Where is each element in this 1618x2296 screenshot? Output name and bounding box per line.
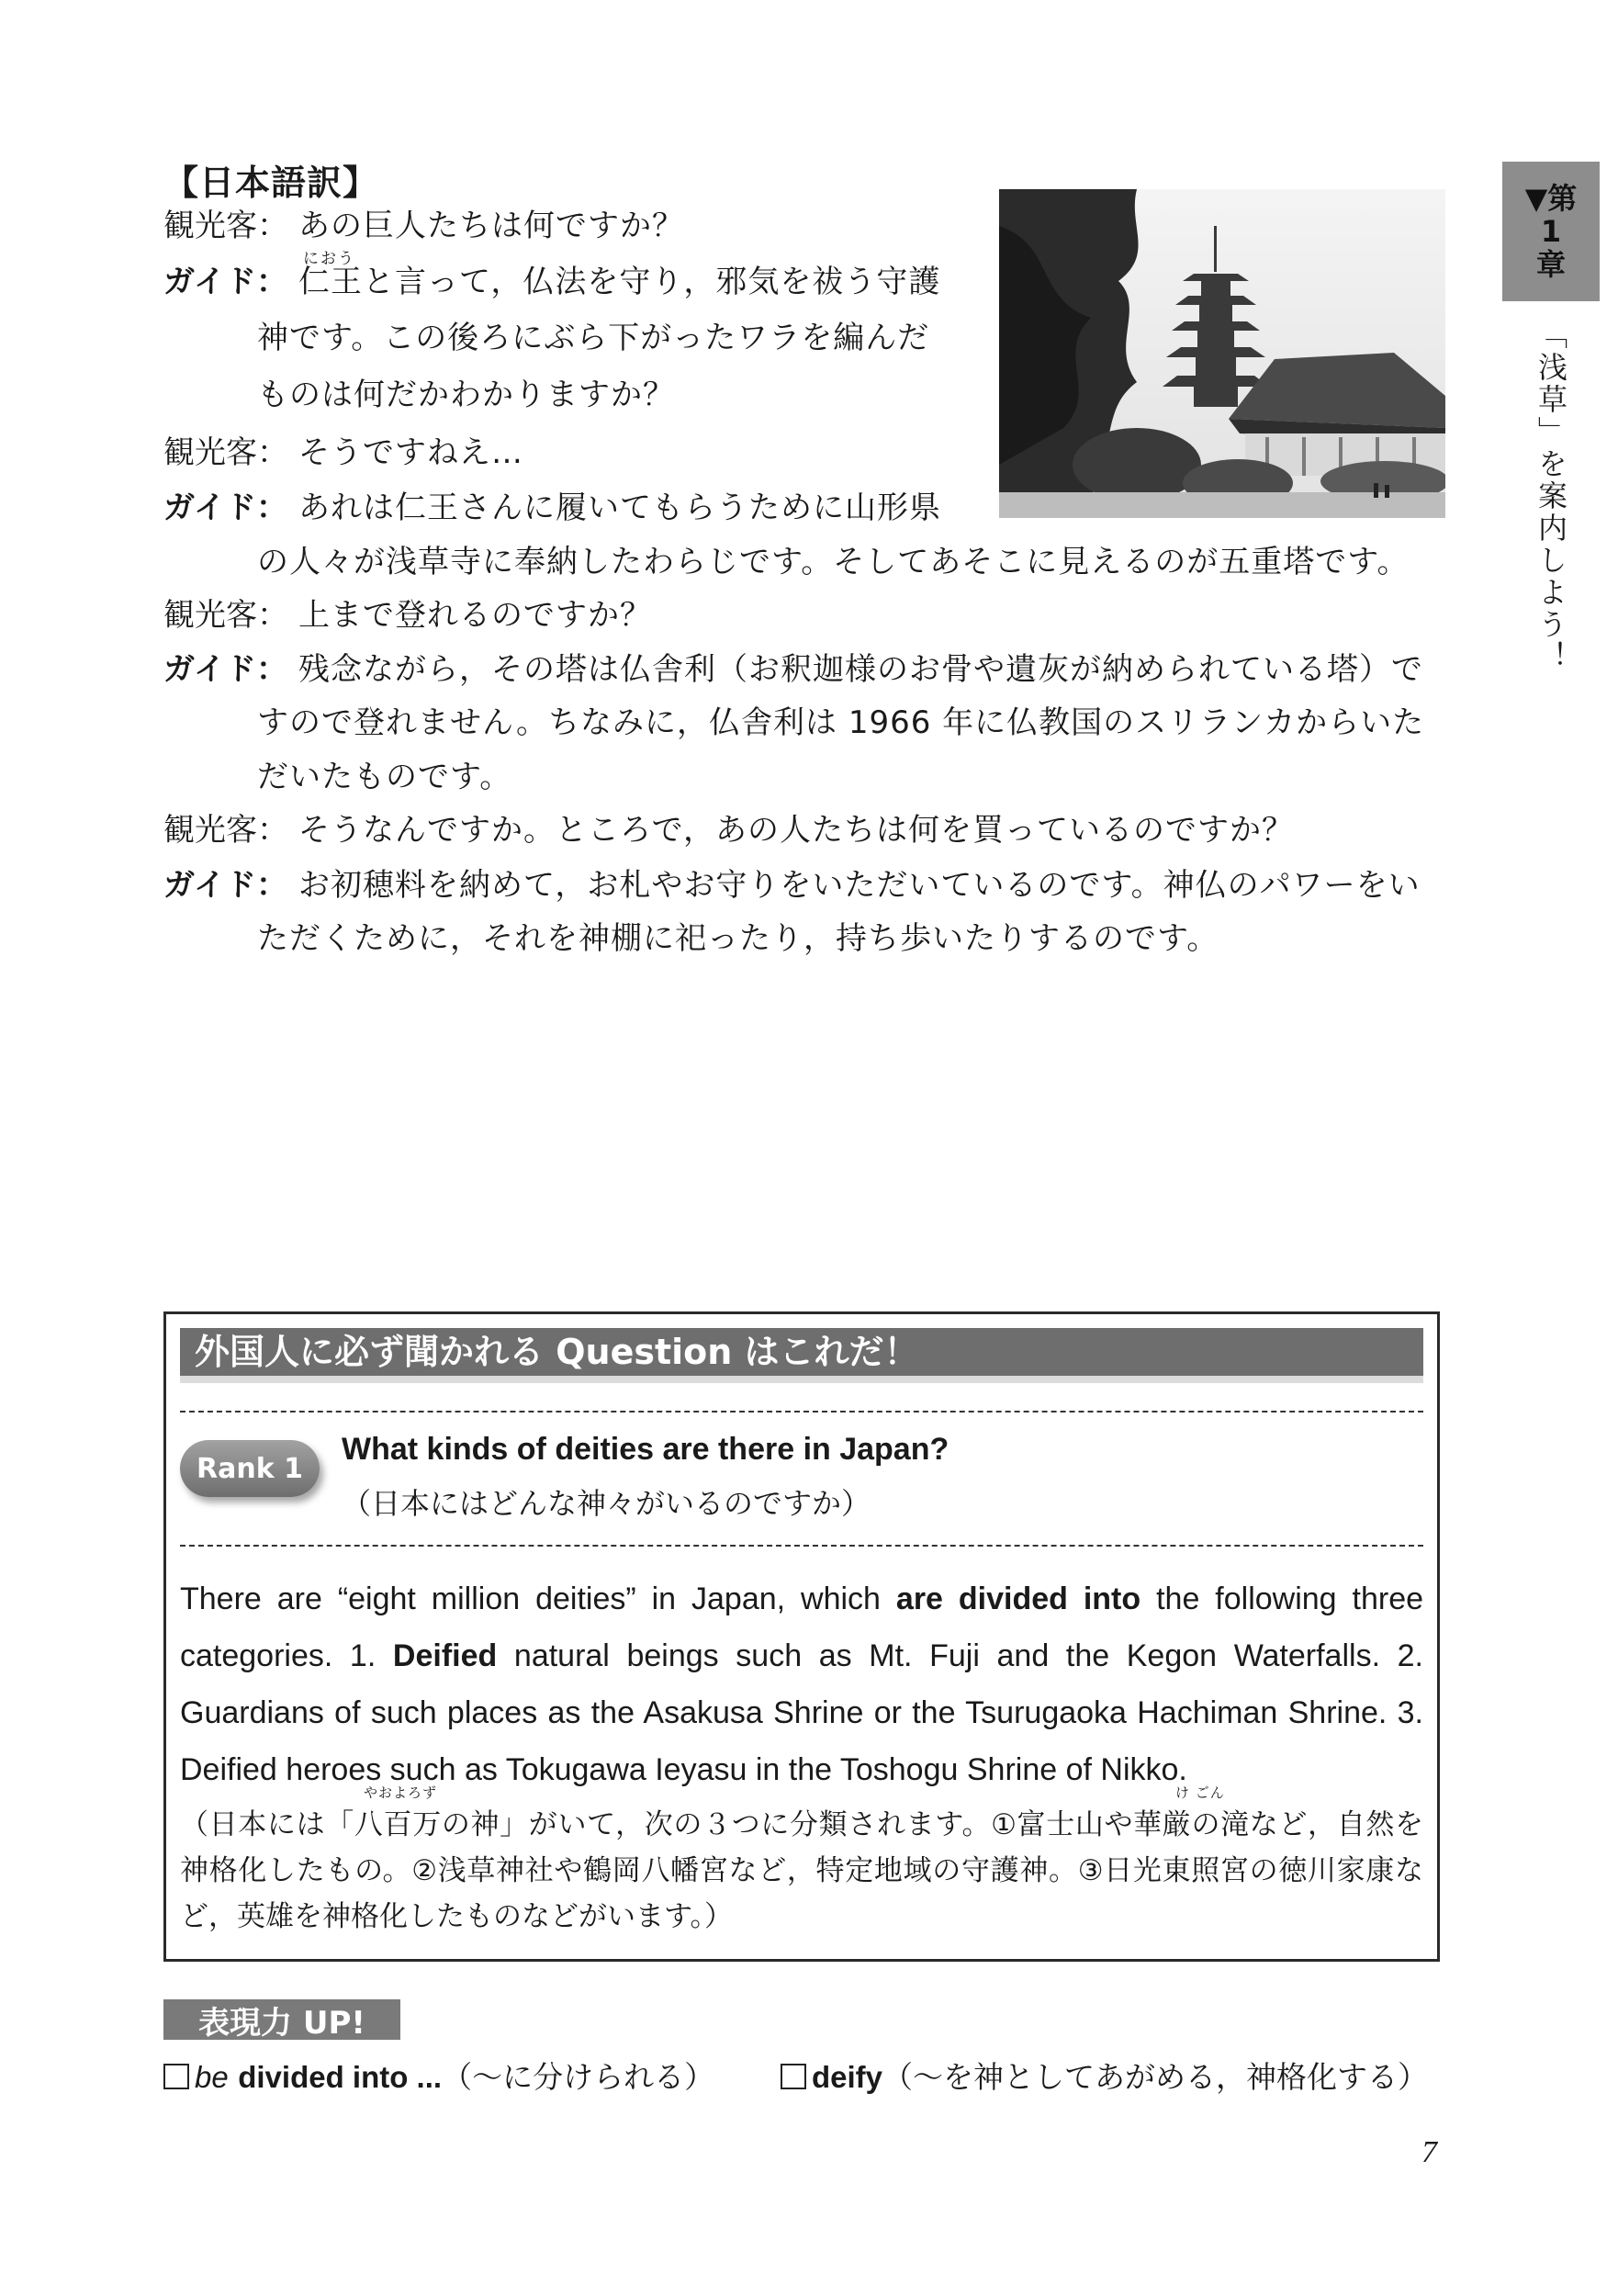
answer-keyphrase: are divided into bbox=[895, 1581, 1141, 1616]
question-japanese: （日本にはどんな神々がいるのですか） bbox=[342, 1486, 871, 1521]
chapter-tab-line: ▼第 bbox=[1524, 181, 1578, 216]
dialogue-line: ただくために，それを神棚に祀ったり，持ち歩いたりするのです。 bbox=[257, 920, 1219, 957]
chapter-tab-line: 1 bbox=[1540, 214, 1562, 249]
ruby-kegon: け ごん bbox=[1175, 1784, 1225, 1801]
dashed-divider bbox=[180, 1545, 1423, 1547]
section-title: 【日本語訳】 bbox=[163, 163, 379, 203]
answer-keyphrase: Deified bbox=[392, 1638, 498, 1673]
question-english: What kinds of deities are there in Japan? bbox=[342, 1432, 949, 1467]
speaker-guide: ガイド： bbox=[163, 490, 287, 526]
chapter-tab bbox=[1502, 162, 1600, 301]
dashed-divider bbox=[180, 1411, 1423, 1412]
dialogue-line: 残念ながら，その塔は仏舎利（お釈迦様のお骨や遺灰が納められている塔）で bbox=[298, 651, 1423, 688]
dialogue-line: そうですねえ… bbox=[298, 434, 523, 471]
answer-japanese-text: （日本には「八百万の神」がいて，次の３つに分類されます。①富士山や華厳の滝など，自然を神格化したもの。②浅草神社や鶴岡八幡宮など，特定地域の守護神。③日光東照宮の徳川家康など，英雄を神格化したものなどがいます。） bbox=[180, 1808, 1423, 1933]
vocab-gloss: （〜に分けられる） bbox=[442, 2059, 715, 2095]
checkbox-icon bbox=[781, 2064, 806, 2089]
answer-japanese bbox=[180, 1784, 1423, 1940]
expression-up-label: 表現力 UP! bbox=[198, 2004, 365, 2042]
speaker-guide: ガイド： bbox=[163, 651, 287, 688]
ruby-yaoyorozu: やおよろず bbox=[364, 1784, 438, 1801]
expression-up-tag bbox=[163, 1999, 400, 2040]
dialogue-line: 仁王と言って，仏法を守り，邪気を祓う守護 bbox=[298, 264, 941, 300]
question-box-header: 外国人に必ず聞かれる Question はこれだ！ bbox=[195, 1332, 919, 1372]
temple-pagoda-photo bbox=[999, 189, 1445, 518]
answer-text: natural beings such as Mt. Fuji and the Kegon Waterfalls. 2. Guardians of such places as the Asakusa Shrine or the Tsurugaoka Hachiman Shrine. 3. Deified heroes such as Tokugawa Ieyasu in the Toshogu Shrine of Nikko. bbox=[180, 1638, 1423, 1787]
speaker-tourist: 観光客： bbox=[163, 597, 288, 634]
dialogue-line: 神です。この後ろにぶら下がったワラを編んだ bbox=[257, 320, 930, 356]
answer-text: the following three categories. 1. bbox=[180, 1581, 1424, 1673]
answer-english bbox=[180, 1570, 1424, 1801]
dialogue-line: お初穂料を納めて，お札やお守りをいただいているのです。神仏のパワーをい bbox=[298, 867, 1421, 904]
chapter-tab-line: 章 bbox=[1535, 247, 1566, 282]
speaker-guide: ガイド： bbox=[163, 867, 287, 904]
dialogue-line: ものは何だかわかりますか？ bbox=[257, 377, 675, 413]
vocab-term: divided into ... bbox=[238, 2060, 443, 2094]
dialogue-line: あの巨人たちは何ですか？ bbox=[298, 208, 684, 244]
chapter-title-vertical: 「浅草」を案内しよう！ bbox=[1534, 320, 1568, 673]
vocab-italic: be bbox=[195, 2060, 229, 2094]
speaker-tourist: 観光客： bbox=[163, 812, 288, 849]
dialogue-line: あれは仁王さんに履いてもらうために山形県 bbox=[298, 490, 941, 526]
speaker-tourist: 観光客： bbox=[163, 208, 288, 244]
rank-badge bbox=[180, 1440, 320, 1497]
answer-text: There are “eight million deities” in Japan, which bbox=[180, 1581, 896, 1616]
page-number: 7 bbox=[1421, 2135, 1437, 2169]
ruby-nio: におう bbox=[303, 250, 355, 268]
vocab-item bbox=[163, 2057, 714, 2098]
speaker-guide: ガイド： bbox=[163, 264, 287, 300]
vocab-gloss: （〜を神としてあがめる，神格化する） bbox=[882, 2059, 1429, 2095]
dialogue-line: すので登れません。ちなみに，仏舎利は 1966 年に仏教国のスリランカからいた bbox=[257, 704, 1425, 741]
vocab-term: deify bbox=[812, 2060, 883, 2094]
dialogue-line: の人々が浅草寺に奉納したわらじです。そしてあそこに見えるのが五重塔です。 bbox=[257, 544, 1410, 580]
speaker-tourist: 観光客： bbox=[163, 434, 288, 471]
dialogue-line: 上まで登れるのですか？ bbox=[298, 597, 652, 634]
checkbox-icon bbox=[163, 2064, 189, 2089]
vocab-item bbox=[781, 2057, 1428, 2098]
rank-label: Rank 1 bbox=[197, 1452, 303, 1485]
dialogue-line: だいたものです。 bbox=[257, 759, 512, 795]
dialogue-line: そうなんですか。ところで，あの人たちは何を買っているのですか？ bbox=[298, 812, 1294, 849]
